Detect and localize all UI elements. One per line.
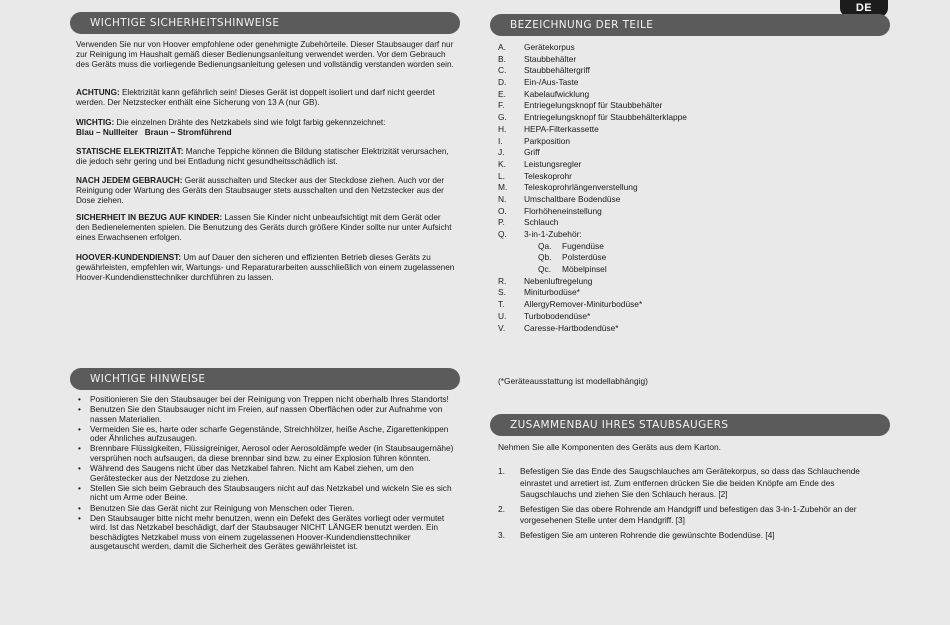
part-item: O. Florhöheneinstellung [498,205,602,216]
part-item: Q. 3-in-1-Zubehör: [498,229,582,239]
language-badge: DE [840,0,888,17]
part-item: K. Leistungsregler [498,158,582,169]
part-subitem: Qa. Fugendüse [538,240,604,251]
part-item: G. Entriegelungsknopf für Staubbehälterklappe [498,112,687,123]
after-use-label: NACH JEDEM GEBRAUCH: [76,176,183,185]
list-item: • Brennbare Flüssigkeiten, Flüssigreiniger, Aerosol oder Aerosoldämpfe weder (in Staubsaugernähe) versprühen noch aufsaugen, da diese brennbar sind bzw. zu einer Explosion führen könnten. [76,444,454,463]
part-subitem: Qb. Polsterdüse [538,252,607,263]
children-paragraph [76,213,456,243]
service-text: Um auf Dauer den sicheren und effizienten Betrieb dieses Geräts zu gewährleisten, empfehlen wir, Wartungs- und Reparaturarbeiten ausschließlich von einem zugelassenen Hoover-Kundendiensttechniker durchführen zu lassen. [76,253,455,282]
part-item: J. Griff [498,147,540,158]
assembly-intro: Nehmen Sie alle Komponenten des Geräts aus dem Karton. [498,442,721,452]
part-item: B. Staubbehälter [498,53,577,64]
static-paragraph [76,147,456,167]
assembly-heading: ZUSAMMENBAU IHRES STAUBSAUGERS [490,414,890,436]
part-item: V. Caresse-Hartbodendüse* [498,322,619,333]
parts-footnote: (*Geräteausstattung ist modellabhängig) [498,376,648,386]
assembly-step: 1. Befestigen Sie das Ende des Saugschlauches am Gerätekorpus, so dass das Schlauchende einrastet und arretiert ist. Zum entfernen drücken Sie die beiden Knöpfe am Ende des Saugschlauchs und ziehen Sie den Schlauch heraus. [2] [498,466,860,499]
assembly-step: 2. Befestigen Sie das obere Rohrende am Handgriff und befestigen das 3-in-1-Zubehör an der vorgesehenen Stelle unter dem Handgriff. [3] [498,503,857,525]
parts-list [498,42,687,334]
static-text: Manche Teppiche können die Bildung statischer Elektrizität verursachen, die jedoch sehr gering und bei Entladung nicht gesundheitsschädlich ist. [76,147,449,166]
part-item: U. Turbobodendüse* [498,310,591,321]
parts-heading: BEZEICHNUNG DER TEILE [490,14,890,36]
part-item: M. Teleskoprohrlängenverstellung [498,182,638,193]
notes-heading: WICHTIGE HINWEISE [70,368,460,390]
list-item: • Während des Saugens nicht über das Netzkabel fahren. Nicht am Kabel ziehen, um den Gerätestecker aus der Netzdose zu ziehen. [76,464,454,483]
list-item: • Den Staubsauger bitte nicht mehr benutzen, wenn ein Defekt des Gerätes vorliegt oder vermutet wird. Ist das Netzkabel beschädigt, darf der Staubsauger NICHT LÄNGER benutzt werden. Ein beschädigtes Netzkabel muss von einem zugelassenen Hoover-Kundendiensttechniker ausgetauscht werden, damit die Sicherheit des Gerätes gewährleistet ist. [76,514,454,552]
assembly-step: 3. Befestigen Sie am unteren Rohrende die gewünschte Bodendüse. [4] [498,529,775,540]
service-label: HOOVER-KUNDENDIENST: [76,253,182,262]
part-subitem: Qc. Möbelpinsel [538,264,607,275]
children-label: SICHERHEIT IN BEZUG AUF KINDER: [76,213,223,222]
wichtig-paragraph [76,118,456,138]
part-item: E. Kabelaufwicklung [498,88,590,99]
after-use-text: Gerät ausschalten und Stecker aus der Steckdose ziehen. Auch vor der Reinigung oder Wartung des Geräts den Staubsauger stets ausschalten und den Netzstecker aus der Dose ziehen. [76,176,445,205]
service-paragraph [76,253,456,283]
part-item: H. HEPA-Filterkassette [498,123,599,134]
part-item: D. Ein-/Aus-Taste [498,77,579,88]
safety-heading: WICHTIGE SICHERHEITSHINWEISE [70,12,460,34]
part-item: C. Staubbehältergriff [498,65,590,76]
after-use-paragraph [76,176,456,206]
achtung-paragraph [76,88,456,108]
list-item: • Benutzen Sie den Staubsauger nicht im Freien, auf nassen Oberflächen oder zur Aufnahme von nassen Materialien. [76,405,454,424]
part-item: I. Parkposition [498,135,571,146]
part-item: S. Miniturbodüse* [498,287,580,298]
wichtig-label: WICHTIG: [76,118,115,127]
list-item: • Vermeiden Sie es, harte oder scharfe Gegenstände, Streichhölzer, heiße Asche, Zigarettenkippen oder Ähnliches aufzusaugen. [76,425,454,444]
list-item: • Positionieren Sie den Staubsauger bei der Reinigung von Treppen nicht oberhalb Ihres Standorts! [76,395,454,405]
wichtig-text: Die einzelnen Drähte des Netzkabels sind wie folgt farbig gekennzeichnet: [114,118,386,127]
achtung-text: Elektrizität kann gefährlich sein! Dieses Gerät ist doppelt isoliert und darf nicht geerdet werden. Der Netzstecker enthält eine Sicherung von 13 A (nur GB). [76,88,435,107]
part-item: P. Schlauch [498,217,559,228]
part-item: T. AllergyRemover-Miniturbodüse* [498,299,643,310]
part-item: F. Entriegelungsknopf für Staubbehälter [498,100,663,111]
wire-colors: Blau – Nullleiter Braun – Stromführend [76,128,232,137]
part-item: L. Teleskoprohr [498,170,572,181]
part-item: R. Nebenluftregelung [498,275,593,286]
achtung-label: ACHTUNG: [76,88,120,97]
notes-list [76,395,454,553]
static-label: STATISCHE ELEKTRIZITÄT: [76,147,184,156]
children-text: Lassen Sie Kinder nicht unbeaufsichtigt mit dem Gerät oder den Bedienelementen spielen. Die Benutzung des Geräts durch größere Kinder sollte nur unter Aufsicht eines Erwachsenen erfolgen. [76,213,452,242]
part-item: N. Umschaltbare Bodendüse [498,193,621,204]
part-item: A. Gerätekorpus [498,42,575,52]
list-item: • Benutzen Sie das Gerät nicht zur Reinigung von Menschen oder Tieren. [76,504,454,514]
list-item: • Stellen Sie sich beim Gebrauch des Staubsaugers nicht auf das Netzkabel und wickeln Sie es sich nicht um Arme oder Beine. [76,484,454,503]
safety-intro: Verwenden Sie nur von Hoover empfohlene oder genehmigte Zubehörteile. Dieser Staubsauger darf nur zur Reinigung im Haushalt gemäß dieser Bedienungsanleitung verwendet werden. Vor dem Gebrauch des Geräts muss die vorliegende Bedienungsanleitung gelesen und vollständig verstanden worden sein. [76,40,454,69]
assembly-steps [498,466,878,544]
